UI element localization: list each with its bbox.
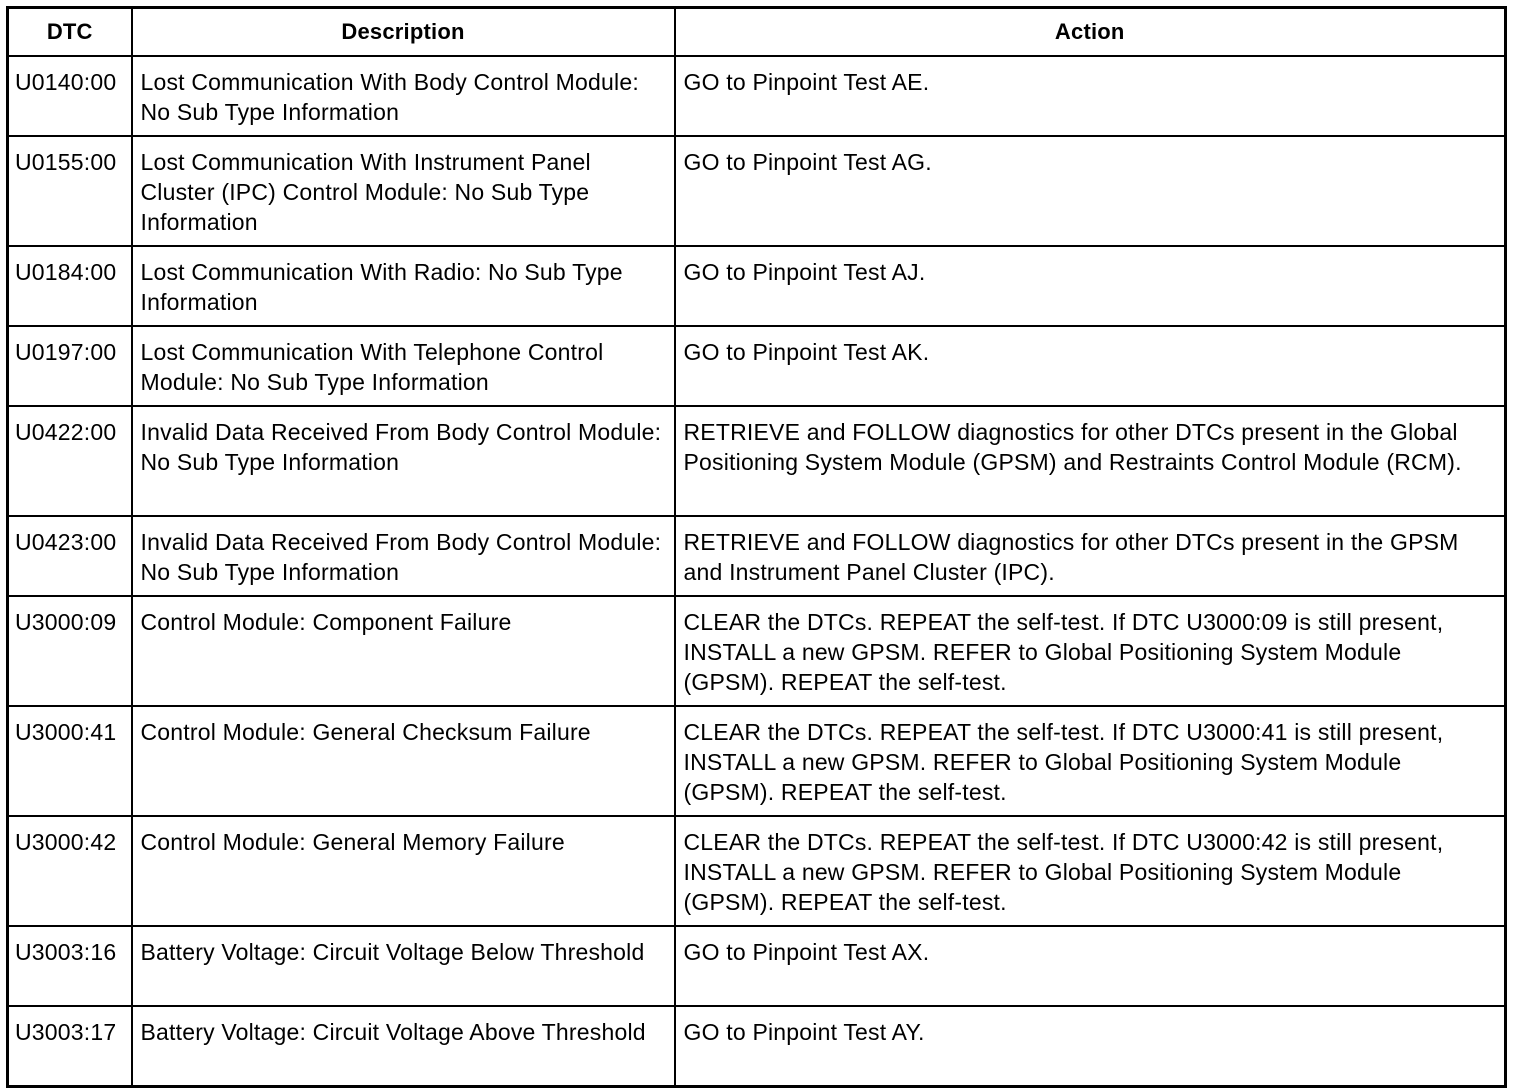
dtc-code-cell: U3003:16: [8, 926, 132, 1006]
table-row: [8, 516, 1506, 596]
table-row: [8, 56, 1506, 136]
action-cell: GO to Pinpoint Test AJ.: [675, 246, 1506, 326]
description-cell: Lost Communication With Radio: No Sub Type Information: [132, 246, 675, 326]
description-cell: Invalid Data Received From Body Control Module: No Sub Type Information: [132, 406, 675, 516]
action-cell: GO to Pinpoint Test AK.: [675, 326, 1506, 406]
action-cell: CLEAR the DTCs. REPEAT the self-test. If DTC U3000:09 is still present, INSTALL a new GPSM. REFER to Global Positioning System Module (GPSM). REPEAT the self-test.: [675, 596, 1506, 706]
action-cell: GO to Pinpoint Test AG.: [675, 136, 1506, 246]
table-row: [8, 816, 1506, 926]
description-cell: Lost Communication With Instrument Panel Cluster (IPC) Control Module: No Sub Type Information: [132, 136, 675, 246]
description-cell: Lost Communication With Body Control Module: No Sub Type Information: [132, 56, 675, 136]
dtc-code-cell: U3000:42: [8, 816, 132, 926]
column-header-description: Description: [132, 8, 675, 57]
dtc-code-cell: U3003:17: [8, 1006, 132, 1087]
dtc-code-cell: U3000:41: [8, 706, 132, 816]
table-row: [8, 326, 1506, 406]
dtc-code-cell: U3000:09: [8, 596, 132, 706]
table-row: [8, 406, 1506, 516]
description-cell: Lost Communication With Telephone Control Module: No Sub Type Information: [132, 326, 675, 406]
description-cell: Control Module: Component Failure: [132, 596, 675, 706]
dtc-code-cell: U0184:00: [8, 246, 132, 326]
column-header-dtc: DTC: [8, 8, 132, 57]
table-header-row: [8, 8, 1506, 57]
description-cell: Control Module: General Checksum Failure: [132, 706, 675, 816]
description-cell: Battery Voltage: Circuit Voltage Above Threshold: [132, 1006, 675, 1087]
table-row: [8, 926, 1506, 1006]
action-cell: CLEAR the DTCs. REPEAT the self-test. If DTC U3000:41 is still present, INSTALL a new GPSM. REFER to Global Positioning System Module (GPSM). REPEAT the self-test.: [675, 706, 1506, 816]
table-row: [8, 1006, 1506, 1087]
dtc-code-cell: U0422:00: [8, 406, 132, 516]
action-cell: RETRIEVE and FOLLOW diagnostics for other DTCs present in the GPSM and Instrument Panel Cluster (IPC).: [675, 516, 1506, 596]
table-row: [8, 136, 1506, 246]
dtc-code-cell: U0140:00: [8, 56, 132, 136]
action-cell: RETRIEVE and FOLLOW diagnostics for other DTCs present in the Global Positioning System Module (GPSM) and Restraints Control Module (RCM).: [675, 406, 1506, 516]
action-cell: CLEAR the DTCs. REPEAT the self-test. If DTC U3000:42 is still present, INSTALL a new GPSM. REFER to Global Positioning System Module (GPSM). REPEAT the self-test.: [675, 816, 1506, 926]
description-cell: Control Module: General Memory Failure: [132, 816, 675, 926]
column-header-action: Action: [675, 8, 1506, 57]
action-cell: GO to Pinpoint Test AY.: [675, 1006, 1506, 1087]
dtc-code-cell: U0155:00: [8, 136, 132, 246]
description-cell: Battery Voltage: Circuit Voltage Below Threshold: [132, 926, 675, 1006]
table-row: [8, 246, 1506, 326]
description-cell: Invalid Data Received From Body Control Module: No Sub Type Information: [132, 516, 675, 596]
dtc-code-cell: U0197:00: [8, 326, 132, 406]
action-cell: GO to Pinpoint Test AX.: [675, 926, 1506, 1006]
action-cell: GO to Pinpoint Test AE.: [675, 56, 1506, 136]
table-row: [8, 706, 1506, 816]
dtc-table: [6, 6, 1507, 1088]
table-row: [8, 596, 1506, 706]
dtc-code-cell: U0423:00: [8, 516, 132, 596]
